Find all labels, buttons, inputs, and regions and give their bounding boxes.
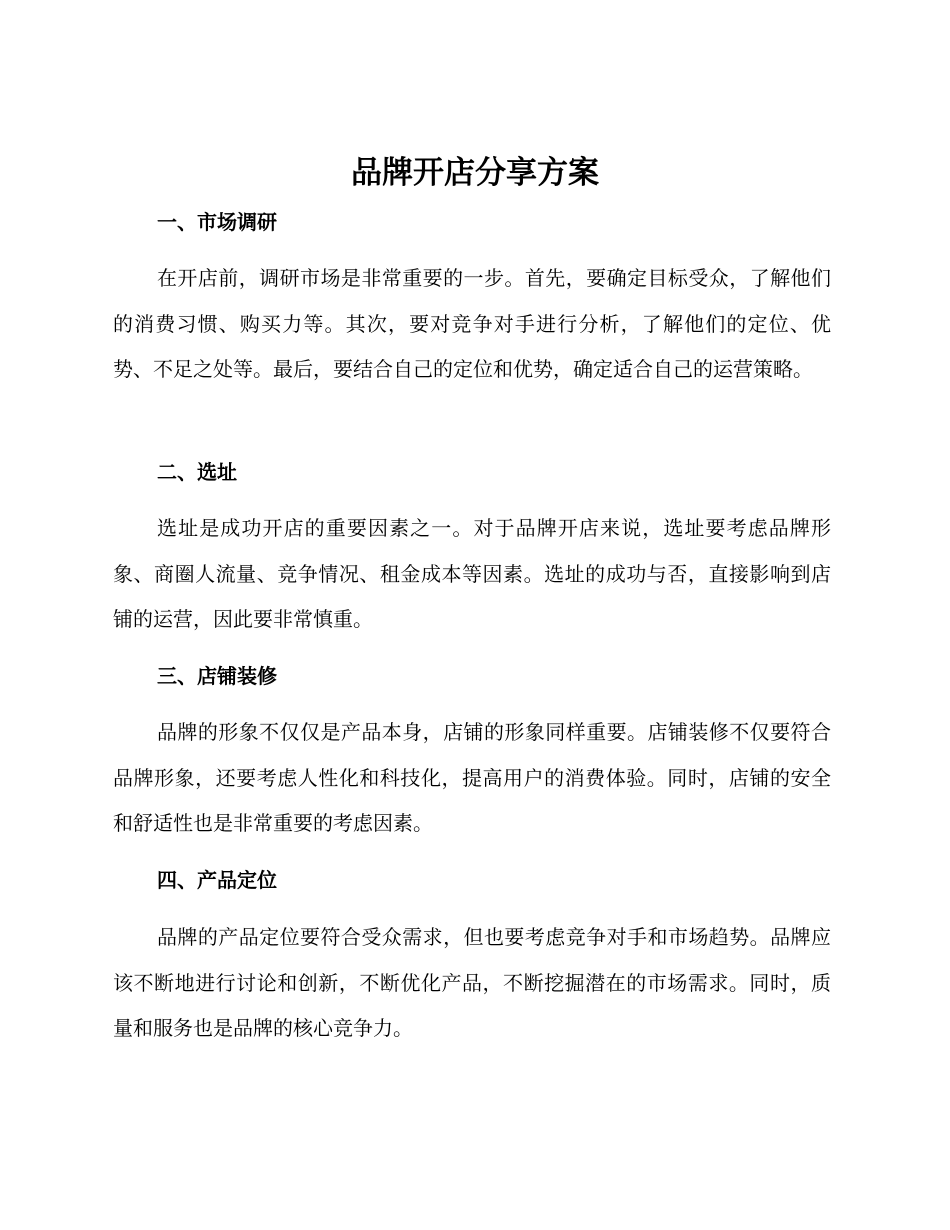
- section-heading-store-decoration: 三、店铺装修: [157, 664, 277, 688]
- section-body-market-research: 在开店前，调研市场是非常重要的一步。首先，要确定目标受众，了解他们的消费习惯、购买力等。其次，要对竞争对手进行分析，了解他们的定位、优势、不足之处等。最后，要结合自己的定位和优势，确定适合自己的运营策略。: [113, 266, 831, 381]
- section-heading-site-selection: 二、选址: [157, 460, 237, 484]
- section-heading-market-research: 一、市场调研: [157, 210, 277, 234]
- section-body-site-selection: 选址是成功开店的重要因素之一。对于品牌开店来说，选址要考虑品牌形象、商圈人流量、竞争情况、租金成本等因素。选址的成功与否，直接影响到店铺的运营，因此要非常慎重。: [113, 516, 831, 631]
- section-heading-product-positioning: 四、产品定位: [157, 868, 277, 892]
- section-body-product-positioning: 品牌的产品定位要符合受众需求，但也要考虑竞争对手和市场趋势。品牌应该不断地进行讨论和创新，不断优化产品，不断挖掘潜在的市场需求。同时，质量和服务也是品牌的核心竞争力。: [113, 925, 831, 1040]
- section-body-store-decoration: 品牌的形象不仅仅是产品本身，店铺的形象同样重要。店铺装修不仅要符合品牌形象，还要考虑人性化和科技化，提高用户的消费体验。同时，店铺的安全和舒适性也是非常重要的考虑因素。: [113, 720, 831, 835]
- document-title: 品牌开店分享方案: [351, 155, 599, 191]
